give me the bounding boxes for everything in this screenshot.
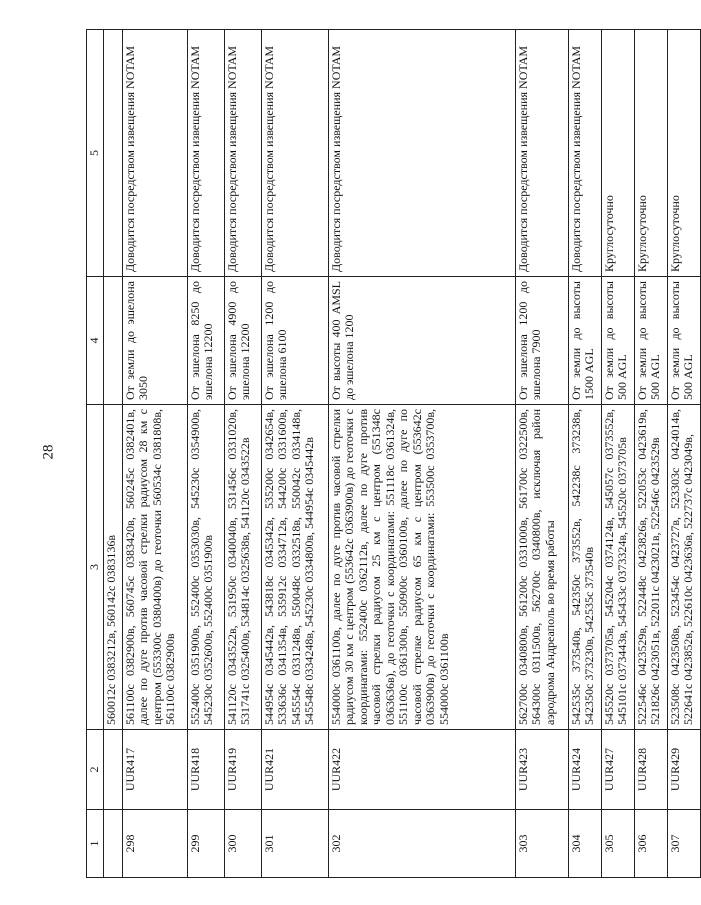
row-number: 300 <box>224 810 261 878</box>
coordinates-cell: 561100c 0382900в, 560745c 0383420в, 560245c 0382401в, далее по дуге против часовой стрелки радиусом 28 км с центром (553300c 0380400в) до геоточки 560534c 0381808в, 561100c 0382900в <box>122 405 187 730</box>
altitude-cell: От земли до высоты 1500 AGL <box>568 277 601 405</box>
rotated-table-container <box>86 30 695 878</box>
note-cell: Круглосуточно <box>601 30 634 277</box>
zone-code: UUR421 <box>261 730 328 810</box>
coordinates-cell: 523508c 0423508в, 523454c 0423727в, 523303c 0424014в, 522641c 0423852в, 522610c 0423636в, 522737c 0423049в, <box>667 405 700 730</box>
zone-code: UUR422 <box>328 730 515 810</box>
row-number: 302 <box>328 810 515 878</box>
empty-cell <box>103 730 122 810</box>
row-number: 299 <box>187 810 224 878</box>
altitude-cell: От земли до эшелона 3050 <box>122 277 187 405</box>
altitude-cell: От высоты 400 AMSL до эшелона 1200 <box>328 277 515 405</box>
empty-cell <box>103 30 122 277</box>
note-cell: Доводится посредством извещения NOTAM <box>261 30 328 277</box>
header-cell: 3 <box>87 405 104 730</box>
row-number: 303 <box>515 810 568 878</box>
altitude-cell: От земли до высоты 500 AGL <box>601 277 634 405</box>
row-number: 298 <box>122 810 187 878</box>
table-row <box>634 30 667 878</box>
coordinates-cell: 542535c 373540в, 542350c 373552в, 542238c 373238в, 542350c 373230в, 542535c 373540в <box>568 405 601 730</box>
zone-code: UUR428 <box>634 730 667 810</box>
coordinates-cell: 560012c 0383212в, 560142c 0383136в <box>103 405 122 730</box>
coordinates-cell: 554000c 0361100в, далее по дуге против часовой стрелки радиусом 30 км с центром (553642c 0363900в) до геоточки с координатами: 552400c 0362112в, далее по дуге против часовой стрелки радиусом 25 км с центром (551348c 0363636в), до геоточки с координатами: 551118c 0361324в, 551100c 0361300в, 550900c 0360100в, далее по дуге по часовой стрелке радиусом 65 км с центром (553642c 0363900в) до геоточки с координатами: 553500c 0353700в, 554000c 0361100в <box>328 405 515 730</box>
coordinates-cell: 544954c 0345442в, 543818c 0345342в, 535200c 0342654в, 533636c 0341354в, 535912c 0334712в, 544200c 0331600в, 545554c 0331248в, 550048c 0332518в, 550042c 0334148в, 545548c 0334248в, 545230c 0334800в, 544954c 0345442в <box>261 405 328 730</box>
table-row <box>515 30 568 878</box>
zone-code: UUR419 <box>224 730 261 810</box>
header-cell: 5 <box>87 30 104 277</box>
row-number: 306 <box>634 810 667 878</box>
coordinates-cell: 545520c 0373705в, 545204c 0374124в, 545057c 0373552в, 545101c 0373443в, 545433c 0373324в, 545520c 0373705в <box>601 405 634 730</box>
altitude-cell: От земли до высоты 500 AGL <box>667 277 700 405</box>
zone-code: UUR423 <box>515 730 568 810</box>
altitude-cell: От эшелона 8250 до эшелона 12200 <box>187 277 224 405</box>
coordinates-cell: 522546c 0423529в, 522448c 0423826в, 522053c 0423619в, 521826c 0423051в, 522011c 0423021в, 522546c 0423529в <box>634 405 667 730</box>
table-row <box>224 30 261 878</box>
note-cell: Доводится посредством извещения NOTAM <box>187 30 224 277</box>
note-cell: Доводится посредством извещения NOTAM <box>224 30 261 277</box>
header-cell: 1 <box>87 810 104 878</box>
coordinates-cell: 552400c 0351900в, 552400c 0353030в, 545230c 0354900в, 545230c 0352600в, 552400c 0351900в <box>187 405 224 730</box>
table-row <box>601 30 634 878</box>
row-number: 301 <box>261 810 328 878</box>
zone-code: UUR427 <box>601 730 634 810</box>
note-cell: Доводится посредством извещения NOTAM <box>568 30 601 277</box>
zone-code: UUR424 <box>568 730 601 810</box>
header-cell: 4 <box>87 277 104 405</box>
altitude-cell: От эшелона 4900 до эшелона 12200 <box>224 277 261 405</box>
table-row <box>667 30 700 878</box>
page-number: 28 <box>40 444 57 460</box>
row-number: 307 <box>667 810 700 878</box>
table-row <box>328 30 515 878</box>
header-cell: 2 <box>87 730 104 810</box>
empty-cell <box>103 810 122 878</box>
note-cell: Доводится посредством извещения NOTAM <box>122 30 187 277</box>
row-number: 305 <box>601 810 634 878</box>
note-cell: Доводится посредством извещения NOTAM <box>515 30 568 277</box>
coordinates-cell: 541120c 0343522в, 531950c 0340040в, 531456c 0331020в, 531741c 0325400в, 534814c 0325638в, 541120c 0343522в <box>224 405 261 730</box>
table-row <box>261 30 328 878</box>
row-number: 304 <box>568 810 601 878</box>
altitude-cell: От эшелона 1200 до эшелона 7900 <box>515 277 568 405</box>
table-row <box>187 30 224 878</box>
coordinates-cell: 562700c 0340800в, 561200c 0331000в, 561700c 0322500в, 564300c 0311500в, 562700c 0340800в, исключая район аэродрома Андреаполь во время работы <box>515 405 568 730</box>
zone-code: UUR429 <box>667 730 700 810</box>
continuation-row <box>103 30 122 878</box>
empty-cell <box>103 277 122 405</box>
airspace-table <box>86 29 701 878</box>
altitude-cell: От эшелона 1200 до эшелона 6100 <box>261 277 328 405</box>
zone-code: UUR418 <box>187 730 224 810</box>
note-cell: Доводится посредством извещения NOTAM <box>328 30 515 277</box>
zone-code: UUR417 <box>122 730 187 810</box>
table-row <box>122 30 187 878</box>
header-row <box>87 30 104 878</box>
note-cell: Круглосуточно <box>667 30 700 277</box>
altitude-cell: От земли до высоты 500 AGL <box>634 277 667 405</box>
note-cell: Круглосуточно <box>634 30 667 277</box>
table-row <box>568 30 601 878</box>
